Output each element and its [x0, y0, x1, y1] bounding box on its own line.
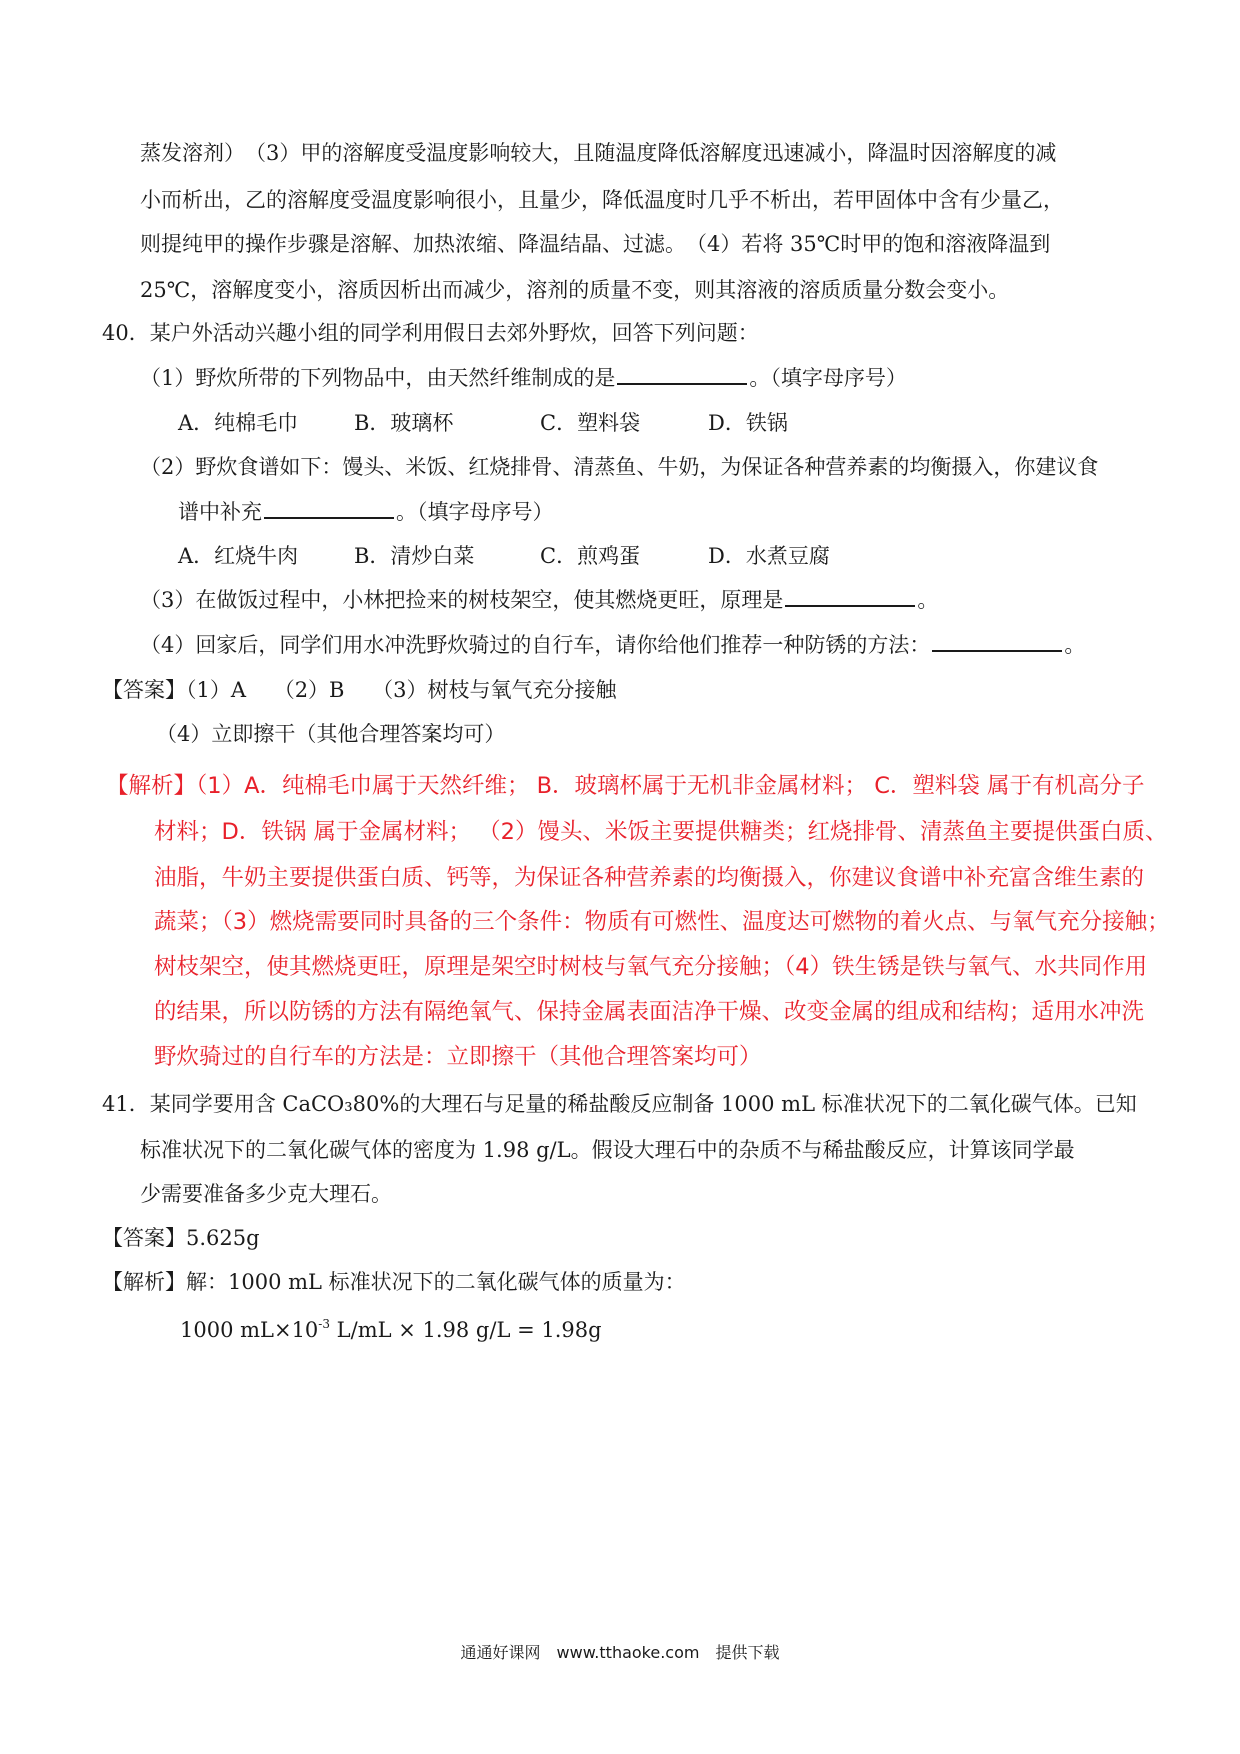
- analysis-line: 【解析】（1）A．纯棉毛巾属于天然纤维； B．玻璃杯属于无机非金属材料； C．塑料袋 属于有机高分子: [106, 773, 1145, 799]
- analysis-line: 【解析】解：1000 mL 标准状况下的二氧化碳气体的质量为：: [102, 1270, 686, 1294]
- answer-line: （4）立即擦干（其他合理答案均可）: [156, 722, 506, 746]
- prompt-text: （3）在做饭过程中，小林把捡来的树枝架空，使其燃烧更旺，原理是: [140, 588, 784, 612]
- option-b: B．玻璃杯: [354, 411, 454, 435]
- text-line: 标准状况下的二氧化碳气体的密度为 1.98 g/L。假设大理石中的杂质不与稀盐酸反应，计算该同学最: [140, 1138, 1075, 1162]
- answer-blank: [617, 382, 747, 385]
- prompt-suffix: 。（填字母序号）: [396, 500, 554, 524]
- prompt-suffix: 。: [917, 588, 939, 612]
- answer-blank: [932, 649, 1062, 652]
- sub-question-1: [140, 368, 907, 389]
- sub-question-2-cont: [178, 502, 554, 523]
- prompt-text: （1）野炊所带的下列物品中，由天然纤维制成的是: [140, 366, 616, 390]
- question-stem: 41．某同学要用含 CaCO₃80%的大理石与足量的稀盐酸反应制备 1000 mL 标准状况下的二氧化碳气体。已知: [102, 1092, 1137, 1116]
- question-stem: 40．某户外活动兴趣小组的同学利用假日去郊外野炊，回答下列问题：: [102, 321, 759, 345]
- option-c: C．塑料袋: [540, 411, 641, 435]
- option-a: A．纯棉毛巾: [178, 411, 299, 435]
- prompt-suffix: 。（填字母序号）: [749, 366, 907, 390]
- answer-blank: [264, 516, 394, 519]
- answer-line: 【答案】5.625g: [102, 1226, 260, 1250]
- analysis-line: 材料；D．铁锅 属于金属材料； （2）馒头、米饭主要提供糖类；红烧排骨、清蒸鱼主要提供蛋白质、: [154, 819, 1168, 845]
- answer-blank: [785, 604, 915, 607]
- options-row: [178, 546, 830, 567]
- option-a: A．红烧牛肉: [178, 544, 299, 568]
- prompt-text: （4）回家后，同学们用水冲洗野炊骑过的自行车，请你给他们推荐一种防锈的方法：: [140, 633, 931, 657]
- analysis-line: 的结果，所以防锈的方法有隔绝氧气、保持金属表面洁净干燥、改变金属的组成和结构；适用水冲洗: [154, 999, 1145, 1025]
- formula: [180, 1318, 602, 1341]
- formula-base: 1000 mL×10: [180, 1318, 319, 1342]
- text-line: 蒸发溶剂） （3）甲的溶解度受温度影响较大，且随温度降低溶解度迅速减小，降温时因溶解度的减: [140, 141, 1057, 165]
- sub-question-3: [140, 590, 938, 611]
- text-line: 25℃，溶解度变小，溶质因析出而减少，溶剂的质量不变，则其溶液的溶质质量分数会变小。: [140, 278, 1010, 302]
- analysis-line: 蔬菜；（3）燃烧需要同时具备的三个条件：物质有可燃性、温度达可燃物的着火点、与氧气充分接触；: [154, 909, 1170, 935]
- text-line: 小而析出，乙的溶解度受温度影响很小，且量少，降低温度时几乎不析出，若甲固体中含有少量乙，: [140, 188, 1064, 212]
- option-b: B．清炒白菜: [354, 544, 475, 568]
- sub-question-4: [140, 635, 1085, 656]
- answer-line: 【答案】（1）A （2）B （3）树枝与氧气充分接触: [102, 678, 617, 702]
- sub-question-2: （2）野炊食谱如下：馒头、米饭、红烧排骨、清蒸鱼、牛奶，为保证各种营养素的均衡摄入，你建议食: [140, 455, 1099, 479]
- text-line: 则提纯甲的操作步骤是溶解、加热浓缩、降温结晶、过滤。 （4）若将 35℃时甲的饱和溶液降温到: [140, 232, 1051, 256]
- page-footer: 通通好课网 www.tthaoke.com 提供下载: [460, 1643, 780, 1662]
- analysis-line: 野炊骑过的自行车的方法是：立即擦干（其他合理答案均可）: [154, 1044, 762, 1070]
- analysis-line: 油脂，牛奶主要提供蛋白质、钙等，为保证各种营养素的均衡摄入，你建议食谱中补充富含维生素的: [154, 865, 1145, 891]
- option-d: D．铁锅: [708, 411, 788, 435]
- prompt-suffix: 。: [1064, 633, 1086, 657]
- analysis-line: 树枝架空，使其燃烧更旺，原理是架空时树枝与氧气充分接触；（4）铁生锈是铁与氧气、水共同作用: [154, 954, 1148, 980]
- prompt-text: 谱中补充: [178, 500, 262, 524]
- text-line: 少需要准备多少克大理石。: [140, 1182, 392, 1206]
- formula-rest: L/mL × 1.98 g/L = 1.98g: [330, 1318, 602, 1342]
- option-d: D．水煮豆腐: [708, 544, 830, 568]
- formula-exponent: -3: [318, 1317, 330, 1331]
- options-row: [178, 413, 788, 434]
- option-c: C．煎鸡蛋: [540, 544, 641, 568]
